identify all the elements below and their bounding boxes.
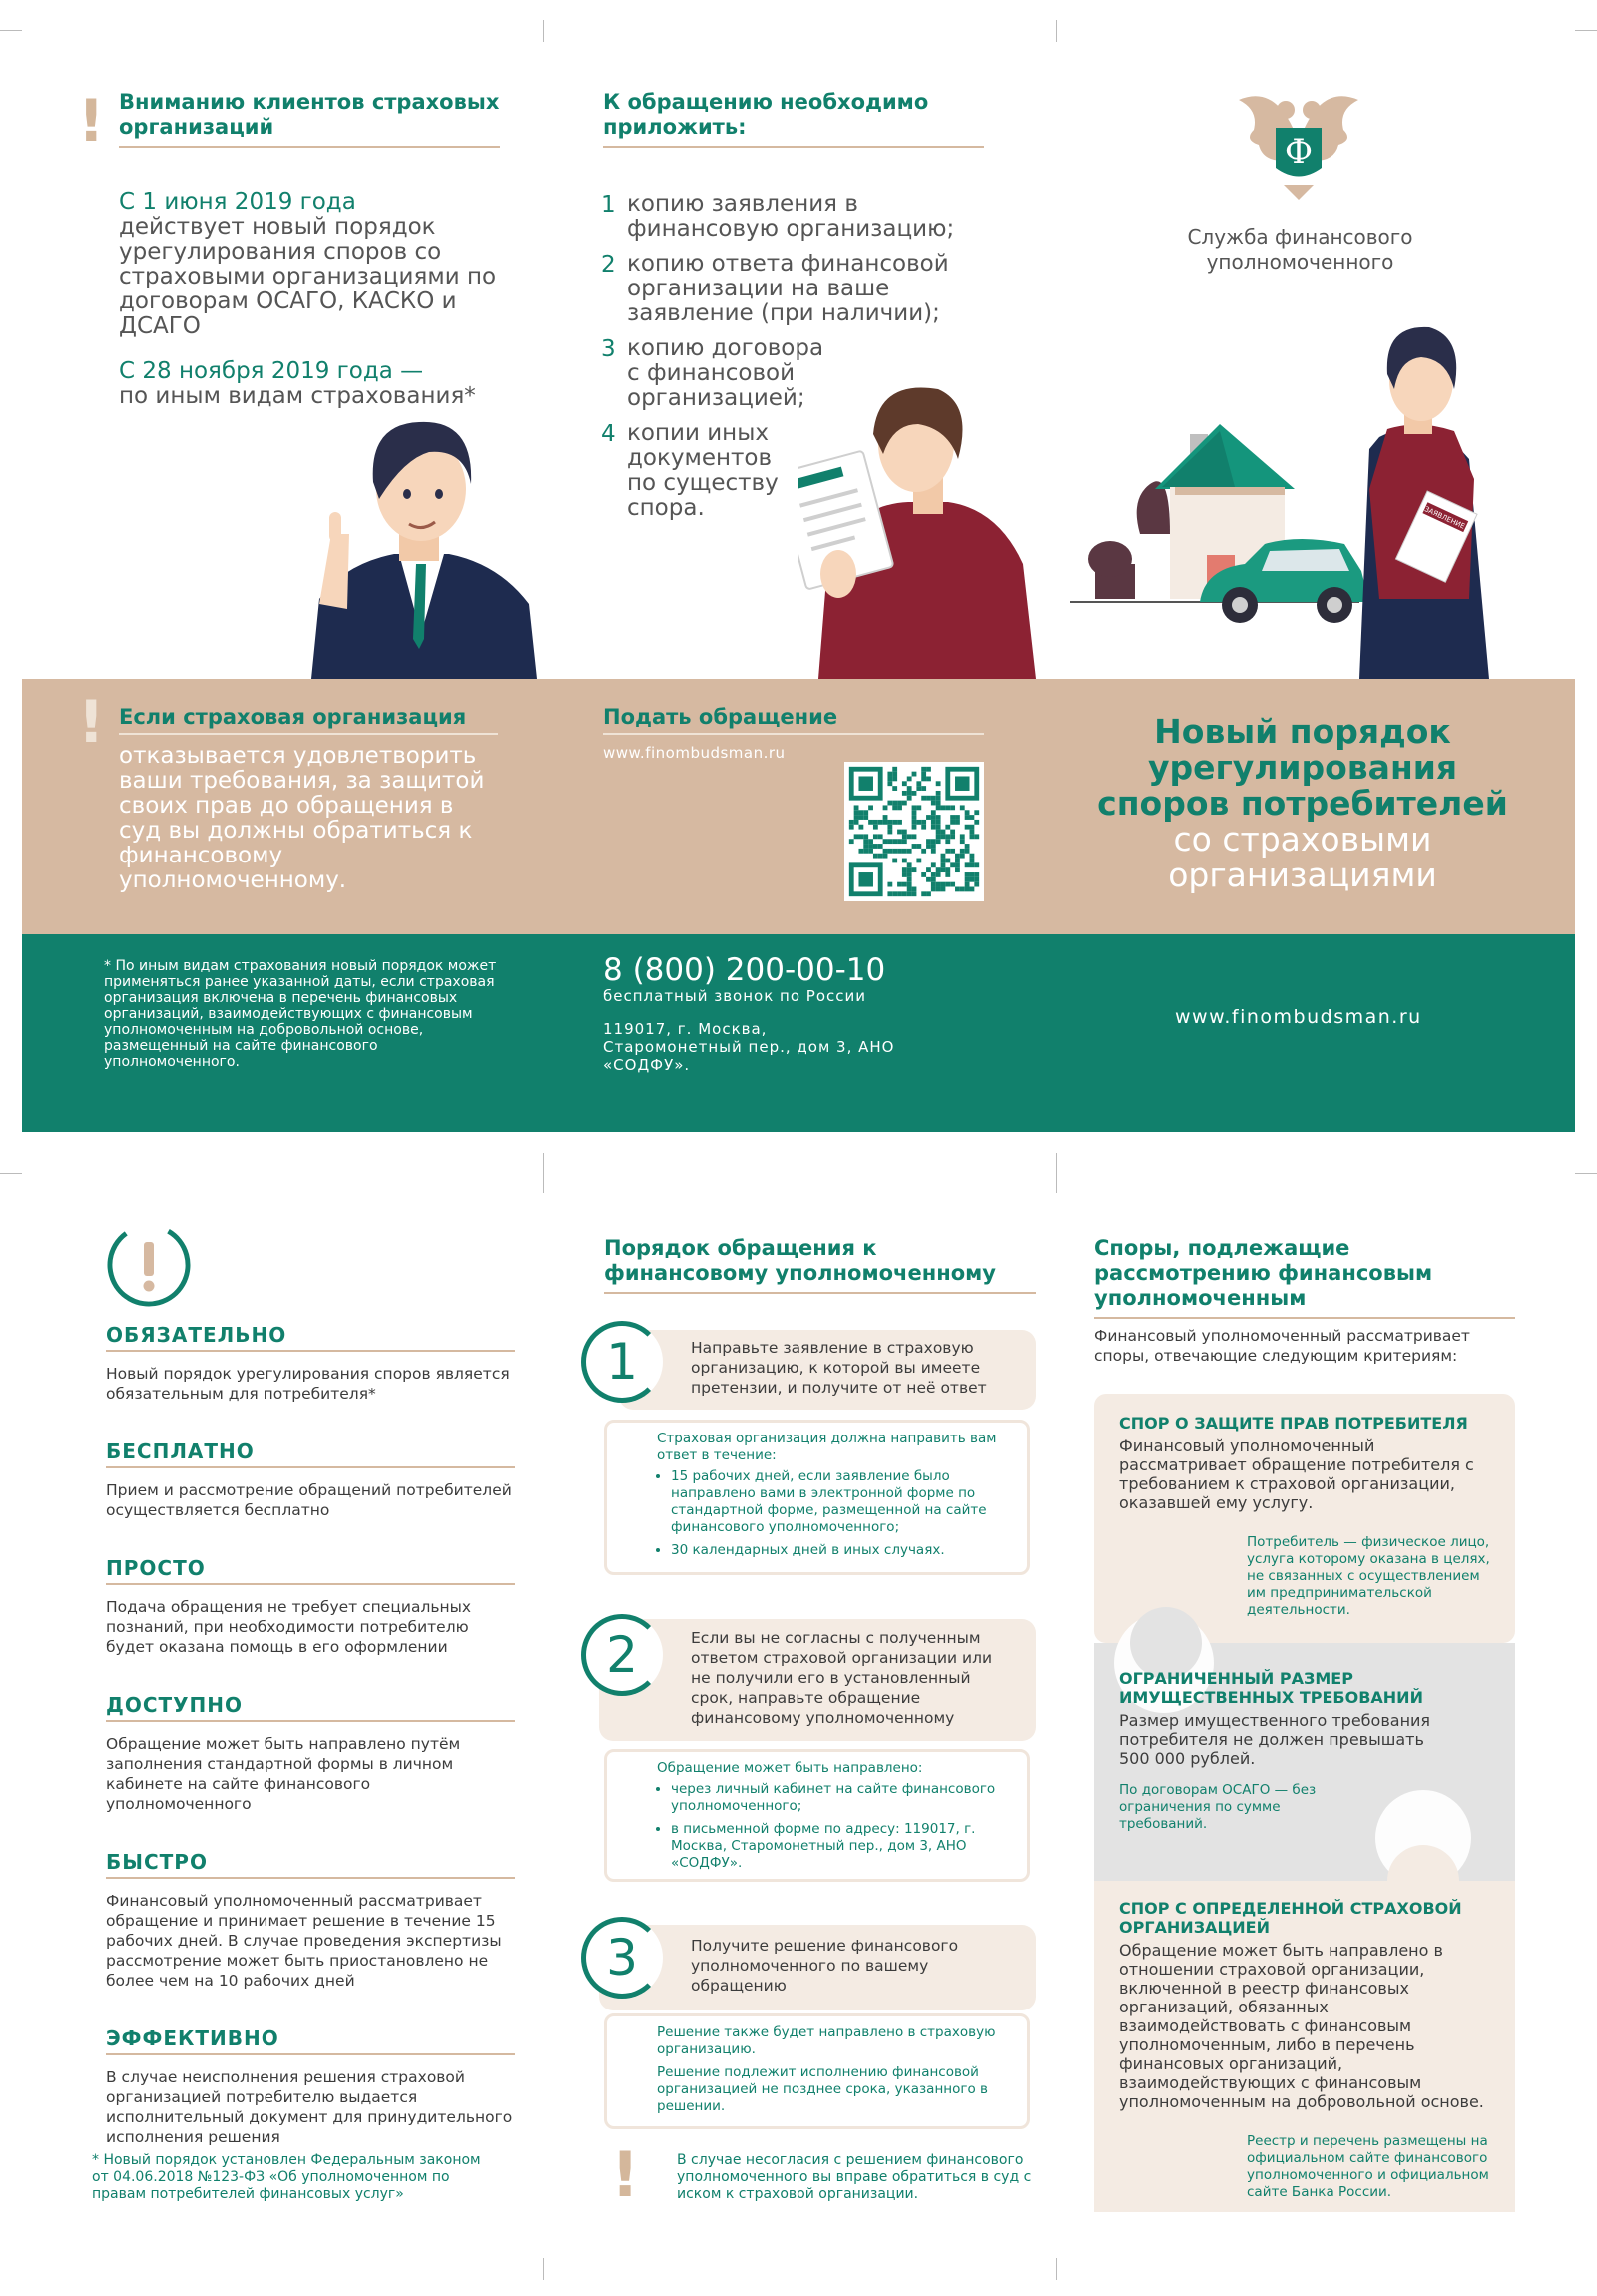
brochure-title — [1088, 714, 1517, 893]
green-footnote: * По иным видам страхования новый порядок может применяться ранее указанной даты, если страховая организация включена в перечень финансовых организаций, взаимодействующих с финансовым уполномоченным на добровольной основе, размещенный на сайте финансового уполномоченного. — [104, 958, 497, 1070]
man-reading-illustration — [798, 374, 1038, 679]
attachment-item: 3 копию договора с финансовой организацией; — [601, 335, 824, 411]
tan-left-header: Если страховая организация — [119, 705, 498, 735]
crop-mark — [543, 20, 544, 42]
procedure-footnote: В случае несогласия с решением финансового уполномоченного вы вправе обратиться в суд с иском к страховой организации. — [677, 2152, 1032, 2202]
benefit-item: ОБЯЗАТЕЛЬНО Новый порядок урегулирования споров является обязательным для потребителя* — [106, 1323, 515, 1404]
benefit-item: БЕСПЛАТНО Прием и рассмотрение обращений потребителей осуществляется бесплатно — [106, 1439, 515, 1520]
submit-url[interactable]: www.finombudsman.ru — [603, 744, 786, 762]
attachment-item: 4 копии иных документов по существу спора. — [601, 420, 779, 521]
criterion-insurer: СПОР С ОПРЕДЕЛЕННОЙ СТРАХОВОЙ ОРГАНИЗАЦИЕЙ Обращение может быть направлено в отношении страховой организации, включенной в реестр финансовых организаций, обязанных взаимодействовать с финансовым уполномоченным, либо в перечень финансовых организаций, взаимодействующих с финансовым уполномоченным на добровольной основе. Реестр и перечень размещены на официальном сайте финансового уполномоченного и официальном сайте Банка России. — [1119, 1899, 1489, 2200]
step-2-box: Если вы не согласны с полученным ответом страховой организации или не получили его в установленный срок, направьте обращение финансовому уполномоченному — [599, 1619, 1036, 1741]
crop-mark — [1056, 2258, 1057, 2280]
benefits-list — [106, 1323, 515, 2147]
benefit-item: ПРОСТО Подача обращения не требует специальных познаний, при необходимости потребителю будет оказана помощь в его оформлении — [106, 1556, 515, 1657]
attachment-item: 1 копию заявления в финансовую организацию; — [601, 191, 955, 242]
tan-left-text: отказывается удовлетворить ваши требования, за защитой своих прав до обращения в суд вы должны обратиться к финансовому уполномоченному. — [119, 743, 485, 893]
crop-mark — [0, 1173, 22, 1174]
document-label: ЗАЯВЛЕНИЕ — [1423, 505, 1466, 531]
step-3-note: Решение также будет направлено в страховую организацию. Решение подлежит исполнению финансовой организацией не позднее срока, указанного в решении. — [604, 2013, 1030, 2129]
exclamation-icon: ! — [78, 87, 105, 155]
brochure-title-bold: Новый порядок урегулирования споров потребителей — [1097, 712, 1508, 823]
disputes-header: Споры, подлежащие рассмотрению финансовым уполномоченным — [1094, 1236, 1515, 1319]
man-in-suit-illustration — [299, 404, 539, 679]
submit-header: Подать обращение — [603, 705, 984, 735]
date-november: С 28 ноября 2019 года — — [119, 358, 424, 384]
step-number: 1 — [581, 1321, 663, 1403]
eagle-emblem-logo — [1234, 90, 1363, 205]
law-footnote: * Новый порядок установлен Федеральным законом от 04.06.2018 №123-ФЗ «Об уполномоченном по правам потребителей финансовых услуг» — [92, 2152, 481, 2202]
phone-note: бесплатный звонок по России — [603, 987, 866, 1005]
procedure-header: Порядок обращения к финансовому уполномоченному — [604, 1236, 1036, 1294]
crop-mark — [0, 30, 22, 31]
step-2-note: Обращение может быть направлено: • через личный кабинет на сайте финансового уполномоченного; • в письменной форме по адресу: 119017, г. Москва, Старомонетный пер., дом 3, АНО «СОДФУ». — [604, 1749, 1030, 1882]
house-car-man-illustration — [1070, 319, 1529, 679]
crop-mark — [1575, 1173, 1597, 1174]
criterion-limit: ОГРАНИЧЕННЫЙ РАЗМЕР ИМУЩЕСТВЕННЫХ ТРЕБОВАНИЙ Размер имущественного требования потребителя не должен превышать 500 000 рублей. По договорам ОСАГО — без ограничения по сумме требований. — [1119, 1669, 1431, 1832]
step-number: 3 — [581, 1917, 663, 1999]
crop-mark — [1056, 20, 1057, 42]
phone-number[interactable]: 8 (800) 200-00-10 — [603, 952, 886, 988]
benefit-item: ДОСТУПНО Обращение может быть направлено путём заполнения стандартной формы в личном кабинете на сайте финансового уполномоченного — [106, 1693, 515, 1814]
panel1-intro — [119, 190, 498, 409]
benefit-item: ЭФФЕКТИВНО В случае неисполнения решения страховой организацией потребителю выдается исполнительный документ для принудительного исполнения решения — [106, 2026, 515, 2147]
address: 119017, г. Москва, Старомонетный пер., дом 3, АНО «СОДФУ». — [603, 1020, 895, 1074]
crop-mark — [1056, 1153, 1057, 1193]
attention-circle-icon — [104, 1220, 194, 1310]
qr-code[interactable] — [844, 762, 984, 901]
crop-mark — [1575, 30, 1597, 31]
panel1-header: Вниманию клиентов страховых организаций — [119, 90, 500, 148]
attachment-item: 2 копию ответа финансовой организации на ваше заявление (при наличии); — [601, 251, 949, 326]
criterion-consumer: СПОР О ЗАЩИТЕ ПРАВ ПОТРЕБИТЕЛЯ Финансовый уполномоченный рассматривает обращение потребителя с требованием к страховой организации, оказавшей ему услугу. Потребитель — физическое лицо, услуга которому оказана в целях, не связанных с осуществлением им предпринимательской деятельности. — [1119, 1414, 1490, 1618]
brochure-title-light: со страховыми организациями — [1168, 820, 1437, 894]
org-name: Служба финансового уполномоченного — [1187, 225, 1413, 274]
crop-mark — [543, 2258, 544, 2280]
benefit-item: БЫСТРО Финансовый уполномоченный рассматривает обращение и принимает решение в течение 15 рабочих дней. В случае проведения экспертизы рассмотрение может быть приостановлено не более чем на 10 рабочих дней — [106, 1850, 515, 1991]
step-3-box: Получите решение финансового уполномоченного по вашему обращению — [599, 1925, 1036, 2010]
exclamation-icon: ! — [611, 2138, 640, 2211]
step-1-note: Страховая организация должна направить вам ответ в течение: • 15 рабочих дней, если заявление было направлено вами в электронной форме по стандартной форме, размещенной на сайте финансового уполномоченного; • 30 календарных дней в иных случаях. — [604, 1420, 1030, 1575]
date-june: С 1 июня 2019 года — [119, 189, 356, 215]
step-1-box: Направьте заявление в страховую организацию, к которой вы имеете претензии, и получите от неё ответ — [619, 1330, 1036, 1410]
svg-text:Ф: Ф — [1284, 132, 1314, 172]
step-number: 2 — [581, 1614, 663, 1696]
website-link[interactable]: www.finombudsman.ru — [1175, 1006, 1422, 1028]
panel1-text2: по иным видам страхования* — [119, 383, 476, 409]
panel1-text1: действует новый порядок урегулирования споров со страховыми организациями по договорам ОСАГО, КАСКО и ДСАГО — [119, 214, 497, 339]
exclamation-icon: ! — [78, 688, 105, 756]
crop-mark — [543, 1153, 544, 1193]
panel2-header: К обращению необходимо приложить: — [603, 90, 984, 148]
qr-code-icon — [844, 762, 984, 901]
disputes-intro: Финансовый уполномоченный рассматривает споры, отвечающие следующим критериям: — [1094, 1327, 1470, 1365]
